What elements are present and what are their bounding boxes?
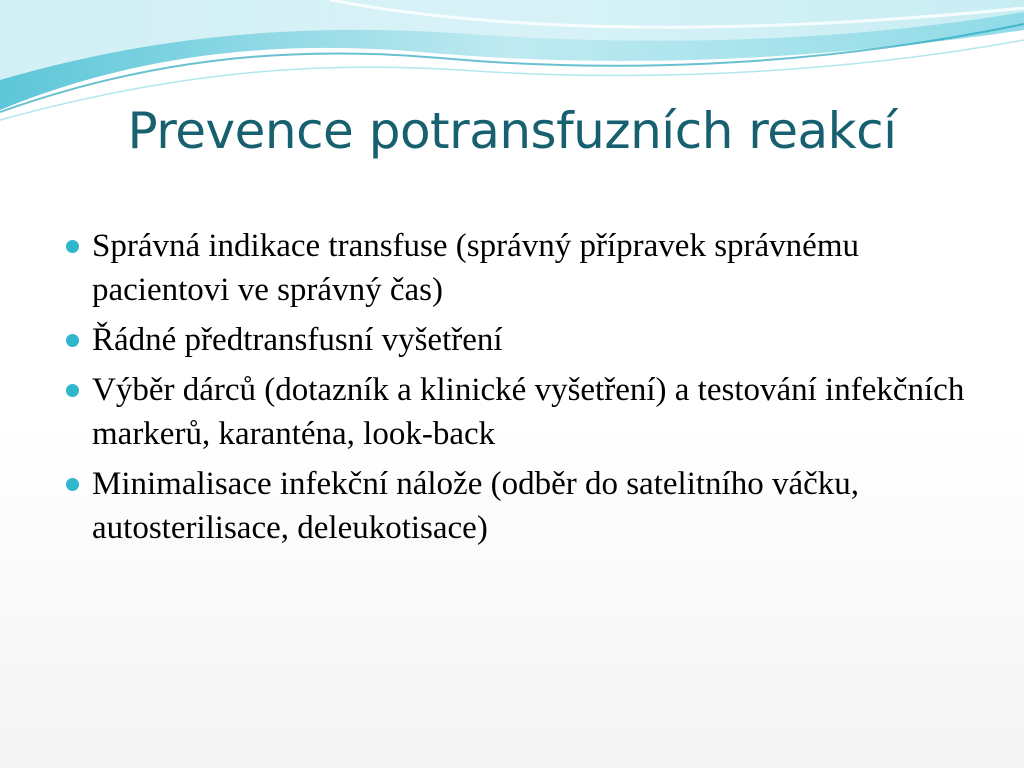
bullet-dot-icon (66, 478, 79, 491)
bullet-item (62, 368, 982, 456)
bullet-dot-icon (66, 334, 79, 347)
bullet-item (62, 462, 982, 550)
bullet-text: Výběr dárců (dotazník a klinické vyšetření) a testování infekčních markerů, karanténa, look-back (92, 372, 965, 452)
bullet-text: Řádné předtransfusní vyšetření (92, 322, 503, 358)
slide-title: Prevence potransfuzních reakcí (127, 102, 897, 160)
bullet-item (62, 318, 982, 362)
bullet-text: Správná indikace transfuse (správný přípravek správnému pacientovi ve správný čas) (92, 228, 859, 308)
bullet-dot-icon (66, 240, 79, 253)
bullet-item (62, 224, 982, 312)
bullet-text: Minimalisace infekční nálože (odběr do satelitního váčku, autosterilisace, deleukotisace) (92, 466, 859, 546)
bullet-list (62, 224, 982, 556)
bullet-dot-icon (66, 384, 79, 397)
